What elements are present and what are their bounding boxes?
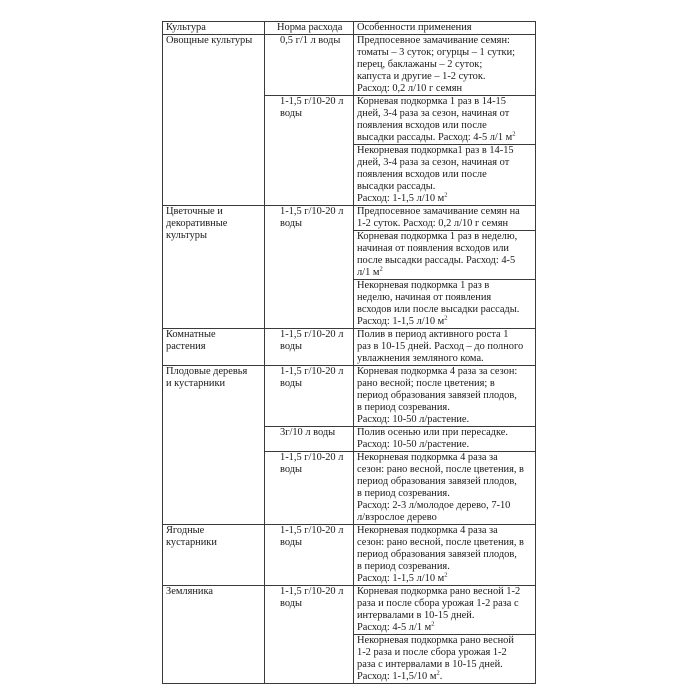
usage-text: Корневая подкормка рано весной 1-2 раза и после сбора урожая 1-2 раза с интервалами в 10-15 дней. Расход: 4-5 л/1 м [357,586,521,633]
usage-cell [354,525,536,586]
unit-superscript: 2 [444,571,448,579]
usage-cell [354,231,536,280]
rate-cell: 1-1,5 г/10-20 л воды [265,525,354,586]
usage-text: Корневая подкормка 1 раз в неделю, начиная от появления всходов или после высадки рассады. Расход: 4-5 л/1 м [357,231,518,278]
rate-cell: 1-1,5 г/10-20 л воды [265,366,354,427]
table-header-row [163,22,536,35]
crop-cell: Плодовые деревья и кустарники [163,366,265,525]
usage-cell [354,635,536,684]
usage-cell [354,586,536,635]
unit-superscript: 2 [512,130,516,138]
unit-superscript: 2 [444,314,448,322]
unit-superscript: 2 [436,669,440,677]
usage-cell [354,280,536,329]
usage-cell: Полив осенью или при пересадке. Расход: 10-50 л/растение. [354,427,536,452]
table-row [163,586,536,635]
unit-superscript: 2 [379,265,383,273]
usage-text: Корневая подкормка 1 раз в 14-15 дней, 3-4 раза за сезон, начиная от появления всходов или после высадки рассады. Расход: 4-5 л/1 м [357,96,513,143]
usage-cell [354,145,536,206]
crop-cell: Цветочные и декоративные культуры [163,206,265,329]
rate-cell: 1-1,5 г/10-20 л воды [265,96,354,206]
crop-cell: Земляника [163,586,265,684]
rate-cell: 1-1,5 г/10-20 л воды [265,586,354,684]
table-row [163,206,536,231]
rate-cell: 0,5 г/1 л воды [265,35,354,96]
usage-cell: Некорневая подкормка 4 раза за сезон: рано весной, после цветения, в период образования завязей плодов, в период созревания. Расход: 2-3 л/молодое дерево, 7-10 л/взрослое дерево [354,452,536,525]
usage-cell: Корневая подкормка 4 раза за сезон: рано весной; после цветения; в период образования завязей плодов, в период созревания. Расход: 10-50 л/растение. [354,366,536,427]
table-row [163,366,536,427]
usage-cell: Предпосевное замачивание семян на 1-2 суток. Расход: 0,2 л/10 г семян [354,206,536,231]
usage-cell: Предпосевное замачивание семян: томаты – 3 суток; огурцы – 1 сутки; перец, баклажаны – 2 суток; капуста и другие – 1-2 суток. Расход: 0,2 л/10 г семян [354,35,536,96]
rate-cell: 1-1,5 г/10-20 л воды [265,452,354,525]
usage-text: Некорневая подкормка1 раз в 14-15 дней, 3-4 раза за сезон, начиная от появления всходов или после высадки рассады. Расход: 1-1,5 л/10 м [357,145,514,204]
crop-cell: Овощные культуры [163,35,265,206]
usage-cell [354,96,536,145]
unit-superscript: 2 [444,191,448,199]
header-rate: Норма расхода [265,22,354,35]
header-usage: Особенности применения [354,22,536,35]
usage-text: Некорневая подкормка 4 раза за сезон: рано весной, после цветения, в период образования завязей плодов, в период созревания. Расход: 1-1,5 л/10 м [357,525,524,584]
application-table [162,21,536,684]
table-row [163,329,536,366]
header-crop: Культура [163,22,265,35]
rate-cell: 1-1,5 г/10-20 л воды [265,206,354,329]
rate-cell: 3г/10 л воды [265,427,354,452]
crop-cell: Ягодные кустарники [163,525,265,586]
table-row [163,525,536,586]
unit-superscript: 2 [431,620,435,628]
usage-text-tail: . [439,671,443,682]
rate-cell: 1-1,5 г/10-20 л воды [265,329,354,366]
usage-text: Некорневая подкормка рано весной 1-2 раза и после сбора урожая 1-2 раза с интервалами в 10-15 дней. Расход: 1-1,5/10 м [357,635,514,682]
table-row [163,35,536,96]
usage-cell: Полив в период активного роста 1 раз в 10-15 дней. Расход – до полного увлажнения земляного кома. [354,329,536,366]
crop-cell: Комнатные растения [163,329,265,366]
usage-text: Некорневая подкормка 1 раз в неделю, начиная от появления всходов или после высадки рассады. Расход: 1-1,5 л/10 м [357,280,520,327]
